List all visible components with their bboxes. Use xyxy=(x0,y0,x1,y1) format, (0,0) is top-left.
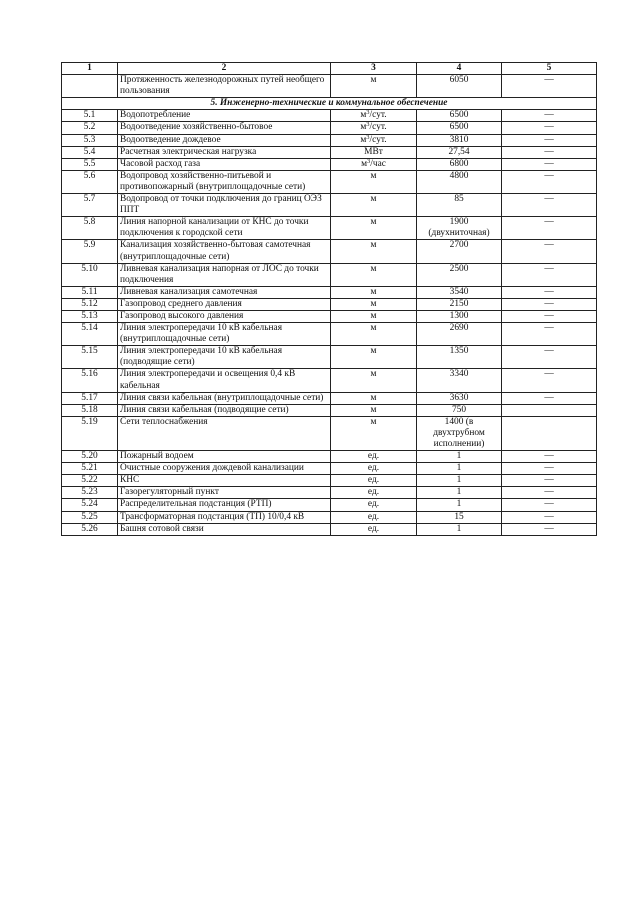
row-number: 5.8 xyxy=(62,217,118,240)
row-name: Газопровод высокого давления xyxy=(118,310,331,322)
table-row xyxy=(62,369,597,392)
row-number: 5.25 xyxy=(62,511,118,523)
row-unit: $м^3$/час xyxy=(331,158,417,170)
column-number: 4 xyxy=(417,63,502,75)
table-row xyxy=(62,511,597,523)
row-unit: м xyxy=(331,194,417,217)
row-value: 1 xyxy=(417,451,502,463)
row-note: — xyxy=(502,134,597,146)
row-unit: $м^3$/сут. xyxy=(331,134,417,146)
row-unit: ед. xyxy=(331,523,417,535)
table-row xyxy=(62,310,597,322)
row-unit: м xyxy=(331,323,417,346)
table-row xyxy=(62,475,597,487)
table-row xyxy=(62,158,597,170)
row-number: 5.1 xyxy=(62,110,118,122)
row-value: 1 xyxy=(417,487,502,499)
row-value: 1400 (в двухтрубном исполнении) xyxy=(417,416,502,450)
row-note: — xyxy=(502,392,597,404)
row-unit: м xyxy=(331,346,417,369)
row-number: 5.16 xyxy=(62,369,118,392)
row-unit: МВт xyxy=(331,146,417,158)
row-number: 5.21 xyxy=(62,463,118,475)
row-value: 85 xyxy=(417,194,502,217)
row-note: — xyxy=(502,170,597,193)
table-row xyxy=(62,451,597,463)
row-number: 5.24 xyxy=(62,499,118,511)
row-number: 5.11 xyxy=(62,286,118,298)
row-number: 5.5 xyxy=(62,158,118,170)
indicators-table xyxy=(61,62,597,536)
row-note: — xyxy=(502,499,597,511)
row-number: 5.7 xyxy=(62,194,118,217)
row-unit: м xyxy=(331,240,417,263)
row-name: Линия электропередачи и освещения 0,4 кВ кабельная xyxy=(118,369,331,392)
row-name: Водоотведение дождевое xyxy=(118,134,331,146)
table-row xyxy=(62,134,597,146)
row-number: 5.20 xyxy=(62,451,118,463)
row-note: — xyxy=(502,122,597,134)
row-note: — xyxy=(502,110,597,122)
table-row xyxy=(62,404,597,416)
row-value: 1 xyxy=(417,523,502,535)
row-unit: ед. xyxy=(331,511,417,523)
row-value: 3630 xyxy=(417,392,502,404)
row-value: 6500 xyxy=(417,122,502,134)
row-value: 4800 xyxy=(417,170,502,193)
row-unit: м xyxy=(331,263,417,286)
row-note: — xyxy=(502,451,597,463)
table-row xyxy=(62,487,597,499)
row-number: 5.10 xyxy=(62,263,118,286)
row-note: — xyxy=(502,523,597,535)
table-row xyxy=(62,392,597,404)
row-number xyxy=(62,75,118,98)
row-value: 1 xyxy=(417,463,502,475)
row-value: 2700 xyxy=(417,240,502,263)
table-row xyxy=(62,217,597,240)
row-number: 5.17 xyxy=(62,392,118,404)
row-unit: м xyxy=(331,75,417,98)
row-unit: $м^3$/сут. xyxy=(331,110,417,122)
row-value: 1300 xyxy=(417,310,502,322)
row-value: 2500 xyxy=(417,263,502,286)
table-row xyxy=(62,194,597,217)
row-note: — xyxy=(502,240,597,263)
row-note: — xyxy=(502,369,597,392)
row-note xyxy=(502,404,597,416)
row-name: Протяженность железнодорожных путей необщего пользования xyxy=(118,75,331,98)
table-row xyxy=(62,499,597,511)
row-number: 5.23 xyxy=(62,487,118,499)
row-number: 5.4 xyxy=(62,146,118,158)
row-unit: м xyxy=(331,369,417,392)
row-number: 5.19 xyxy=(62,416,118,450)
row-unit: ед. xyxy=(331,451,417,463)
table-row xyxy=(62,523,597,535)
row-value: 15 xyxy=(417,511,502,523)
row-note: — xyxy=(502,286,597,298)
table-row xyxy=(62,416,597,450)
row-value: 6500 xyxy=(417,110,502,122)
row-number: 5.14 xyxy=(62,323,118,346)
row-number: 5.26 xyxy=(62,523,118,535)
row-name: Водопровод от точки подключения до границ ОЭЗ ППТ xyxy=(118,194,331,217)
row-unit: м xyxy=(331,217,417,240)
row-note: — xyxy=(502,511,597,523)
row-name: Распределительная подстанция (РТП) xyxy=(118,499,331,511)
row-value: 750 xyxy=(417,404,502,416)
row-name: Башня сотовой связи xyxy=(118,523,331,535)
row-note xyxy=(502,416,597,450)
row-name: Ливневая канализация самотечная xyxy=(118,286,331,298)
row-unit: м xyxy=(331,298,417,310)
row-name: Расчетная электрическая нагрузка xyxy=(118,146,331,158)
row-value: 2690 xyxy=(417,323,502,346)
row-name: Линия электропередачи 10 кВ кабельная (внутриплощадочные сети) xyxy=(118,323,331,346)
row-number: 5.3 xyxy=(62,134,118,146)
row-value: 2150 xyxy=(417,298,502,310)
column-number: 3 xyxy=(331,63,417,75)
table-row xyxy=(62,463,597,475)
row-number: 5.6 xyxy=(62,170,118,193)
section-title: 5. Инженерно-технические и коммунальное обеспечение xyxy=(62,98,597,110)
row-note: — xyxy=(502,217,597,240)
superscript: 3 xyxy=(366,134,370,141)
table-row xyxy=(62,146,597,158)
row-name: Газопровод среднего давления xyxy=(118,298,331,310)
row-value: 3810 xyxy=(417,134,502,146)
superscript: 3 xyxy=(366,121,370,129)
row-name: Часовой расход газа xyxy=(118,158,331,170)
row-unit: ед. xyxy=(331,487,417,499)
table-row xyxy=(62,346,597,369)
table-row xyxy=(62,75,597,98)
table-row xyxy=(62,323,597,346)
row-number: 5.18 xyxy=(62,404,118,416)
table-row xyxy=(62,263,597,286)
row-unit: м xyxy=(331,286,417,298)
row-unit: м xyxy=(331,392,417,404)
row-unit: ед. xyxy=(331,463,417,475)
row-value: 1350 xyxy=(417,346,502,369)
row-note: — xyxy=(502,75,597,98)
row-value: 1 xyxy=(417,475,502,487)
row-name: КНС xyxy=(118,475,331,487)
row-unit: ед. xyxy=(331,475,417,487)
row-value: 1900 (двухниточная) xyxy=(417,217,502,240)
row-unit: ед. xyxy=(331,499,417,511)
row-number: 5.22 xyxy=(62,475,118,487)
column-number: 1 xyxy=(62,63,118,75)
row-number: 5.15 xyxy=(62,346,118,369)
row-name: Линия связи кабельная (подводящие сети) xyxy=(118,404,331,416)
table-row xyxy=(62,110,597,122)
row-name: Линия напорной канализации от КНС до точки подключения к городской сети xyxy=(118,217,331,240)
row-note: — xyxy=(502,323,597,346)
row-number: 5.12 xyxy=(62,298,118,310)
row-note: — xyxy=(502,263,597,286)
row-note: — xyxy=(502,298,597,310)
row-value: 6050 xyxy=(417,75,502,98)
row-name: Водопотребление xyxy=(118,110,331,122)
row-name: Сети теплоснабжения xyxy=(118,416,331,450)
row-name: Линия электропередачи 10 кВ кабельная (подводящие сети) xyxy=(118,346,331,369)
row-note: — xyxy=(502,158,597,170)
column-number: 5 xyxy=(502,63,597,75)
row-unit: $м^3$/сут. xyxy=(331,122,417,134)
row-name: Водоотведение хозяйственно-бытовое xyxy=(118,122,331,134)
table-row xyxy=(62,298,597,310)
row-value: 1 xyxy=(417,499,502,511)
section-row xyxy=(62,98,597,110)
superscript: 3 xyxy=(366,109,370,117)
row-name: Газорегуляторный пункт xyxy=(118,487,331,499)
row-note: — xyxy=(502,487,597,499)
row-note: — xyxy=(502,463,597,475)
column-number: 2 xyxy=(118,63,331,75)
row-unit: м xyxy=(331,416,417,450)
column-number-row xyxy=(62,63,597,75)
row-note: — xyxy=(502,310,597,322)
table-row xyxy=(62,170,597,193)
row-note: — xyxy=(502,194,597,217)
table-row xyxy=(62,286,597,298)
row-name: Канализация хозяйственно-бытовая самотечная (внутриплощадочные сети) xyxy=(118,240,331,263)
row-unit: м xyxy=(331,170,417,193)
row-name: Трансформаторная подстанция (ТП) 10/0,4 кВ xyxy=(118,511,331,523)
table-row xyxy=(62,240,597,263)
row-name: Водопровод хозяйственно-питьевой и противопожарный (внутриплощадочные сети) xyxy=(118,170,331,193)
row-number: 5.9 xyxy=(62,240,118,263)
row-value: 6800 xyxy=(417,158,502,170)
row-unit: м xyxy=(331,404,417,416)
row-name: Ливневая канализация напорная от ЛОС до точки подключения xyxy=(118,263,331,286)
superscript: 3 xyxy=(367,158,371,165)
row-name: Очистные сооружения дождевой канализации xyxy=(118,463,331,475)
row-number: 5.2 xyxy=(62,122,118,134)
row-value: 3340 xyxy=(417,369,502,392)
row-value: 3540 xyxy=(417,286,502,298)
row-value: 27,54 xyxy=(417,146,502,158)
row-name: Пожарный водоем xyxy=(118,451,331,463)
row-note: — xyxy=(502,346,597,369)
row-note: — xyxy=(502,146,597,158)
row-unit: м xyxy=(331,310,417,322)
row-note: — xyxy=(502,475,597,487)
row-number: 5.13 xyxy=(62,310,118,322)
row-name: Линия связи кабельная (внутриплощадочные сети) xyxy=(118,392,331,404)
table-row xyxy=(62,122,597,134)
